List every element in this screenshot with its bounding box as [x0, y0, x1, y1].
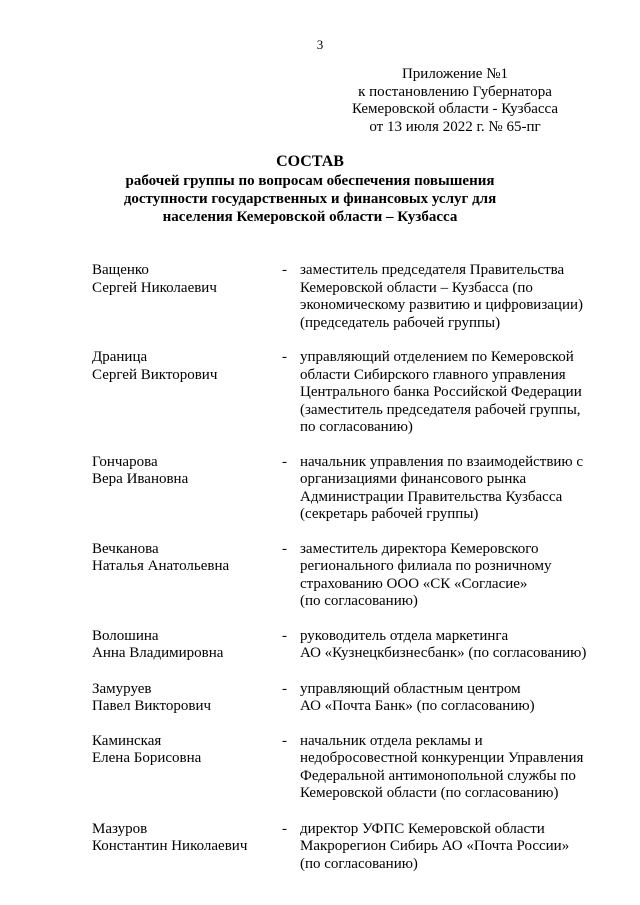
position-line: директор УФПС Кемеровской области [300, 820, 545, 837]
position-line: Кемеровской области (по согласованию) [300, 785, 559, 801]
member-dash: - [282, 453, 287, 470]
member-surname: Волошина [92, 627, 159, 644]
position-line: управляющий областным центром [300, 680, 521, 697]
member-dash: - [282, 262, 287, 278]
heading-line: рабочей группы по вопросам обеспечения повышения [125, 173, 495, 189]
member-dash: - [282, 820, 287, 837]
member-position [300, 681, 602, 716]
member-name [92, 681, 282, 716]
position-line: начальник управления по взаимодействию с [300, 453, 584, 470]
member-given: Елена Борисовна [92, 750, 202, 766]
member-given: Павел Викторович [92, 698, 212, 714]
appendix-line: к постановлению Губернатора [358, 83, 552, 100]
member-dash: - [282, 732, 287, 749]
member-position [300, 541, 602, 611]
position-line: Федеральной антимонопольной службы по [300, 767, 576, 784]
member-dash: - [282, 349, 287, 365]
member-name [92, 454, 282, 489]
member-name [92, 733, 282, 768]
member-surname: Гончарова [92, 453, 158, 470]
appendix-line: Кемеровской области - Кузбасса [351, 101, 559, 117]
member-surname: Каминская [92, 732, 162, 749]
member-row [92, 454, 602, 524]
member-row [92, 349, 602, 437]
member-given: Сергей Викторович [92, 366, 218, 383]
heading-line: населения Кемеровской области – Кузбасса [162, 209, 458, 225]
member-row [92, 681, 602, 716]
member-name [92, 628, 282, 663]
position-line: экономическому развитию и цифровизации) [300, 297, 583, 313]
member-row [92, 541, 602, 611]
position-line: (секретарь рабочей группы) [300, 506, 479, 522]
document-title: СОСТАВ [276, 153, 344, 170]
appendix-block [330, 66, 580, 136]
page-number: 3 [316, 37, 324, 52]
member-name [92, 349, 282, 384]
position-line: по согласованию) [300, 419, 413, 435]
member-given: Сергей Николаевич [92, 279, 217, 296]
position-line: (заместитель председателя рабочей группы, [300, 401, 581, 418]
position-line: организациями финансового рынка [300, 471, 527, 487]
member-position [300, 733, 602, 803]
position-line: регионального филиала по розничному [300, 558, 552, 574]
member-dash: - [282, 680, 287, 697]
position-line: управляющий отделением по Кемеровской [300, 349, 574, 365]
member-dash: - [282, 540, 287, 557]
member-name [92, 541, 282, 576]
appendix-line: от 13 июля 2022 г. № 65-пг [369, 118, 541, 135]
member-row [92, 821, 602, 874]
member-row [92, 262, 602, 332]
member-surname: Драница [92, 349, 148, 365]
position-line: (по согласованию) [300, 855, 418, 872]
position-line: заместитель директора Кемеровского [300, 540, 539, 557]
member-name [92, 821, 282, 856]
position-line: АО «Почта Банк» (по согласованию) [300, 698, 535, 714]
position-line: АО «Кузнецкбизнесбанк» (по согласованию) [300, 645, 587, 661]
member-position [300, 349, 602, 437]
member-position [300, 628, 602, 663]
document-heading [60, 153, 560, 226]
position-line: Центрального банка Российской Федерации [300, 384, 582, 400]
position-line: Макрорегион Сибирь АО «Почта России» [300, 838, 570, 854]
position-line: начальник отдела рекламы и [300, 732, 483, 749]
position-line: (по согласованию) [300, 593, 418, 609]
member-surname: Вечканова [92, 540, 159, 557]
position-line: руководитель отдела маркетинга [300, 627, 509, 644]
member-row [92, 628, 602, 663]
position-line: недобросовестной конкуренции Управления [300, 750, 584, 766]
position-line: (председатель рабочей группы) [300, 314, 501, 331]
appendix-line: Приложение №1 [401, 66, 509, 82]
member-given: Вера Ивановна [92, 471, 189, 487]
member-name [92, 262, 282, 297]
member-dash: - [282, 627, 287, 644]
member-position [300, 821, 602, 874]
member-given: Анна Владимировна [92, 645, 224, 661]
member-given: Наталья Анатольевна [92, 558, 230, 574]
member-surname: Ващенко [92, 262, 149, 278]
position-line: заместитель председателя Правительства [300, 262, 565, 278]
position-line: Администрации Правительства Кузбасса [300, 488, 563, 505]
heading-line: доступности государственных и финансовых услуг для [123, 191, 497, 207]
members-list [92, 262, 602, 873]
member-given: Константин Николаевич [92, 838, 248, 854]
member-surname: Мазуров [92, 820, 148, 837]
member-row [92, 733, 602, 803]
position-line: страхованию ООО «СК «Согласие» [300, 575, 528, 592]
position-line: Кемеровской области – Кузбасса (по [300, 279, 533, 296]
position-line: области Сибирского главного управления [300, 366, 566, 383]
member-position [300, 262, 602, 332]
member-position [300, 454, 602, 524]
member-surname: Замуруев [92, 680, 152, 697]
